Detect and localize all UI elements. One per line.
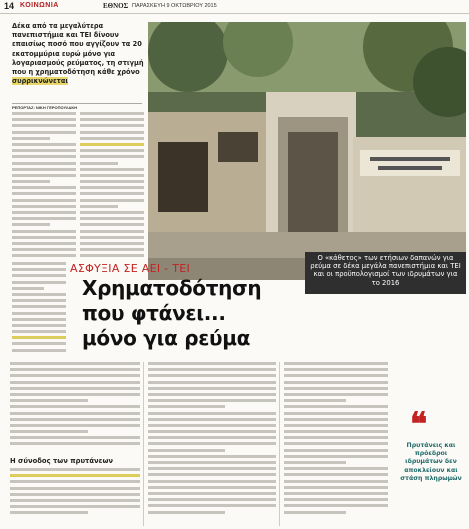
- column-divider: [143, 362, 144, 526]
- body-column-left-mid: [12, 262, 66, 360]
- byline: ΡΕΠΟΡΤΑΖ: ΝΙΚΗ ΓΕΡΟΠΟΥΛΑΚΗ: [12, 103, 142, 110]
- headline-line-2: που φτάνει...: [82, 301, 226, 325]
- subheading: Η σύνοδος των πρυτάνεων: [10, 457, 114, 465]
- headline-kicker: ΑΣΦΥΞΙΑ ΣΕ ΑΕΙ - ΤΕΙ: [70, 262, 191, 275]
- body-column-2-bottom: [148, 362, 276, 526]
- lead-paragraph: [12, 22, 144, 86]
- pull-quote: Πρυτάνεις και πρόεδροι ιδρυμάτων δεν αποκλείουν και στάση πληρωμών: [400, 442, 462, 482]
- headline: [82, 276, 322, 351]
- lead-text: Δέκα από τα μεγαλύτερα πανεπιστήμια και ΤΕΙ δίνουν επαισίως ποσό που αγγίζουν τα 20 εκατομμύρια ευρώ μόνο για λογαριασμούς ρεύματος, τη στιγμή που η χρηματοδότηση κάθε χρόνο: [12, 22, 144, 77]
- headline-line-1: Χρηματοδότηση: [82, 276, 262, 300]
- body-column-1-bottom: [10, 362, 140, 454]
- headline-line-3: μόνο για ρεύμα: [82, 326, 251, 350]
- body-column-3-bottom: [284, 362, 388, 526]
- body-column-mid-top: [80, 112, 144, 257]
- quote-mark-icon: ❝: [410, 405, 428, 443]
- page-header: [0, 0, 469, 14]
- university-entrance-photo: [148, 22, 466, 280]
- newspaper-brand: ΕΘΝΟΣ: [103, 2, 129, 10]
- body-column-1-end: [10, 468, 140, 526]
- photo-caption: Ο «κάθετος» των ετήσιων δαπανών για ρεύμα σε δέκα μεγάλα πανεπιστήμια και ΤΕΙ και οι προϋπολογισμοί των ιδρυμάτων για το 2016: [305, 252, 466, 294]
- page-number: 14: [4, 1, 15, 11]
- issue-date: ΠΑΡΑΣΚΕΥΗ 9 ΟΚΤΩΒΡΙΟΥ 2015: [132, 3, 217, 9]
- section-name: ΚΟΙΝΩΝΙΑ: [20, 2, 59, 9]
- column-divider: [279, 362, 280, 526]
- lead-highlight: συρρικνώνεται: [12, 77, 68, 86]
- body-column-left-top: [12, 112, 76, 257]
